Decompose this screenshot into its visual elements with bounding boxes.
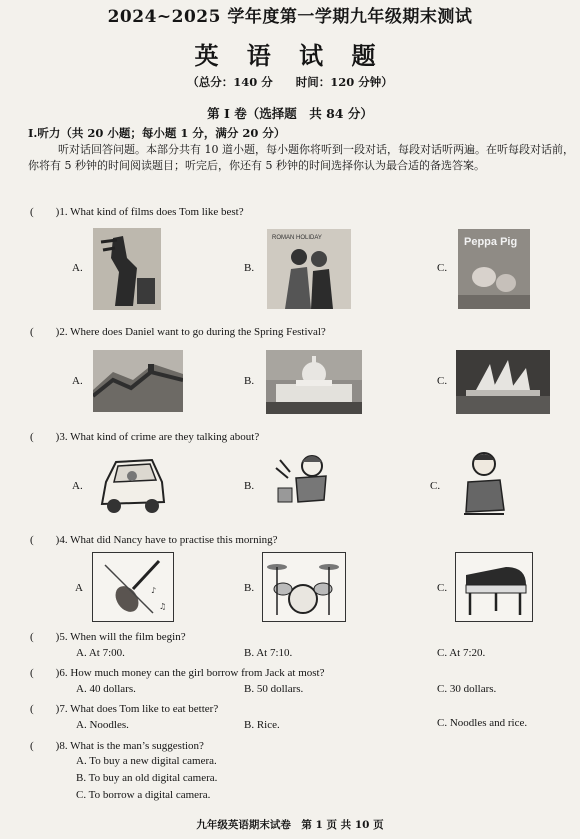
capitol-building-image — [266, 350, 362, 414]
option-label: C. — [437, 375, 448, 387]
question-1: ( )1. What kind of films does Tom like best? — [30, 206, 244, 218]
question-4: ( )4. What did Nancy have to practise this morning? — [30, 534, 278, 546]
piano-image — [455, 552, 533, 622]
option-label: B. — [244, 375, 255, 387]
svg-text:♫: ♫ — [159, 602, 167, 611]
section-heading: 第 I 卷（选择题 共 84 分） — [207, 106, 373, 121]
exam-title: 2024~2025 学年度第一学期九年级期末测试 — [107, 7, 473, 27]
score-time-info: （总分：140 分 时间：120 分钟） — [187, 75, 393, 89]
poster-caption: Peppa Pig — [464, 236, 518, 248]
question-7: ( )7. What does Tom like to eat better? — [30, 703, 219, 715]
option-a: A. To buy a new digital camera. — [76, 755, 217, 767]
option-label: A. — [72, 262, 83, 274]
option-c: C. To borrow a digital camera. — [76, 789, 211, 801]
question-3: ( )3. What kind of crime are they talking about? — [30, 431, 260, 443]
car-theft-image — [92, 448, 172, 520]
question-6: ( )6. How much money can the girl borrow from Jack at most? — [30, 667, 325, 679]
poster-caption: ROMAN HOLIDAY — [272, 235, 322, 241]
great-wall-image — [93, 350, 183, 412]
option-label: C. — [437, 262, 448, 274]
roman-holiday-poster-image — [267, 229, 351, 309]
page-footer: 九年级英语期末试卷 第 1 页 共 10 页 — [196, 819, 384, 831]
drum-kit-image — [262, 552, 346, 622]
option-label: C. — [437, 582, 448, 594]
option-label: B. — [244, 582, 255, 594]
option-b: B. To buy an old digital camera. — [76, 772, 218, 784]
option-c: C. 30 dollars. — [437, 683, 497, 695]
part-heading: I.听力（共 20 小题；每小题 1 分，满分 20 分） — [28, 126, 286, 140]
option-b: B. Rice. — [244, 719, 280, 731]
subject-title: 英 语 试 题 — [194, 41, 386, 70]
question-5: ( )5. When will the film begin? — [30, 631, 186, 643]
peppa-pig-poster-image — [458, 229, 530, 309]
option-label: B. — [244, 262, 255, 274]
option-b: B. At 7:10. — [244, 647, 293, 659]
sydney-opera-house-image — [456, 350, 550, 414]
option-a: A. At 7:00. — [76, 647, 125, 659]
option-c: C. Noodles and rice. — [437, 717, 528, 729]
fight-crime-image — [266, 448, 342, 516]
sad-person-image — [458, 448, 510, 520]
option-label: C. — [430, 480, 441, 492]
violin-image — [92, 552, 174, 622]
film-poster-image — [93, 228, 161, 310]
question-2: ( )2. Where does Daniel want to go during the Spring Festival? — [30, 326, 326, 338]
option-a: A. 40 dollars. — [76, 683, 136, 695]
instructions: 听对话回答问题。本部分共有 10 道小题，每小题你将听到一段对话，每段对话听两遍。在听每段对话前，你将有 5 秒钟的时间阅读题目；听完后，你还有 5 秒钟的时间选择你认为最合适的备选答案。 — [28, 143, 574, 172]
option-label: A — [75, 582, 83, 594]
option-label: A. — [72, 375, 83, 387]
svg-text:♪: ♪ — [151, 586, 157, 595]
option-label: A. — [72, 480, 83, 492]
option-label: B. — [244, 480, 255, 492]
option-b: B. 50 dollars. — [244, 683, 304, 695]
question-8: ( )8. What is the man’s suggestion? — [30, 740, 204, 752]
option-a: A. Noodles. — [76, 719, 129, 731]
option-c: C. At 7:20. — [437, 647, 486, 659]
